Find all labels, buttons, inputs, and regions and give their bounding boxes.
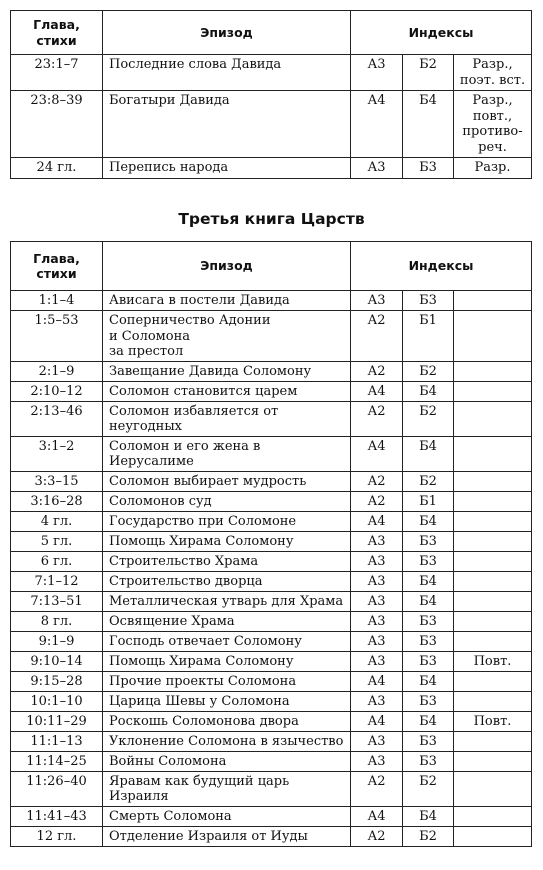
cell-episode: Царица Шевы у Соломона bbox=[103, 691, 351, 711]
cell-index-b: Б3 bbox=[403, 291, 454, 311]
cell-index-a: А2 bbox=[351, 311, 403, 362]
cell-reference: 11:26–40 bbox=[11, 771, 103, 806]
episodes-table-continued bbox=[10, 10, 532, 179]
cell-episode: Государство при Соломоне bbox=[103, 511, 351, 531]
cell-index-a: А3 bbox=[351, 691, 403, 711]
table-header-row bbox=[11, 242, 532, 291]
cell-reference: 2:10–12 bbox=[11, 381, 103, 401]
cell-index-b: Б4 bbox=[403, 806, 454, 826]
cell-note: Повт. bbox=[454, 651, 532, 671]
cell-index-a: А3 bbox=[351, 55, 403, 91]
cell-note bbox=[454, 311, 532, 362]
cell-index-b: Б2 bbox=[403, 55, 454, 91]
cell-reference: 9:10–14 bbox=[11, 651, 103, 671]
cell-index-b: Б3 bbox=[403, 158, 454, 179]
cell-note: Разр., повт., противо- реч. bbox=[454, 91, 532, 158]
cell-reference: 7:1–12 bbox=[11, 571, 103, 591]
cell-note bbox=[454, 671, 532, 691]
cell-index-a: А3 bbox=[351, 591, 403, 611]
table-row bbox=[11, 471, 532, 491]
cell-note bbox=[454, 611, 532, 631]
cell-reference: 11:14–25 bbox=[11, 751, 103, 771]
cell-note bbox=[454, 291, 532, 311]
cell-episode: Освящение Храма bbox=[103, 611, 351, 631]
cell-reference: 9:1–9 bbox=[11, 631, 103, 651]
cell-index-a: А3 bbox=[351, 631, 403, 651]
cell-index-b: Б4 bbox=[403, 91, 454, 158]
cell-reference: 10:1–10 bbox=[11, 691, 103, 711]
cell-index-b: Б4 bbox=[403, 711, 454, 731]
cell-note: Разр., поэт. вст. bbox=[454, 55, 532, 91]
section-title: Третья книга Царств bbox=[178, 210, 365, 228]
table-row bbox=[11, 591, 532, 611]
cell-index-a: А4 bbox=[351, 671, 403, 691]
cell-episode: Уклонение Соломона в язычество bbox=[103, 731, 351, 751]
cell-index-b: Б3 bbox=[403, 751, 454, 771]
table-row bbox=[11, 436, 532, 471]
cell-episode: Последние слова Давида bbox=[103, 55, 351, 91]
table-row bbox=[11, 491, 532, 511]
table-header-row bbox=[11, 11, 532, 55]
cell-index-b: Б3 bbox=[403, 691, 454, 711]
cell-episode: Помощь Хирама Соломону bbox=[103, 531, 351, 551]
cell-reference: 1:5–53 bbox=[11, 311, 103, 362]
cell-reference: 1:1–4 bbox=[11, 291, 103, 311]
table-row bbox=[11, 158, 532, 179]
table-row bbox=[11, 731, 532, 751]
cell-note bbox=[454, 771, 532, 806]
cell-index-a: А4 bbox=[351, 806, 403, 826]
cell-index-a: А3 bbox=[351, 571, 403, 591]
cell-note bbox=[454, 381, 532, 401]
table-row bbox=[11, 55, 532, 91]
cell-index-b: Б3 bbox=[403, 611, 454, 631]
table-row bbox=[11, 691, 532, 711]
cell-note bbox=[454, 806, 532, 826]
cell-reference: 24 гл. bbox=[11, 158, 103, 179]
cell-index-a: А4 bbox=[351, 91, 403, 158]
cell-index-a: А2 bbox=[351, 826, 403, 846]
cell-note bbox=[454, 531, 532, 551]
cell-index-b: Б1 bbox=[403, 311, 454, 362]
cell-reference: 3:1–2 bbox=[11, 436, 103, 471]
cell-episode: Богатыри Давида bbox=[103, 91, 351, 158]
cell-reference: 23:1–7 bbox=[11, 55, 103, 91]
cell-index-a: А2 bbox=[351, 401, 403, 436]
cell-reference: 3:3–15 bbox=[11, 471, 103, 491]
cell-note: Повт. bbox=[454, 711, 532, 731]
table-row bbox=[11, 631, 532, 651]
cell-episode: Соломон становится царем bbox=[103, 381, 351, 401]
cell-index-b: Б2 bbox=[403, 401, 454, 436]
table-row bbox=[11, 91, 532, 158]
cell-episode: Соломонов суд bbox=[103, 491, 351, 511]
table-row bbox=[11, 511, 532, 531]
cell-note bbox=[454, 491, 532, 511]
cell-episode: Соломон и его жена в Иерусалиме bbox=[103, 436, 351, 471]
cell-index-b: Б4 bbox=[403, 591, 454, 611]
table-row bbox=[11, 826, 532, 846]
table-row bbox=[11, 671, 532, 691]
table-row bbox=[11, 531, 532, 551]
cell-reference: 6 гл. bbox=[11, 551, 103, 571]
cell-episode: Строительство Храма bbox=[103, 551, 351, 571]
cell-index-b: Б2 bbox=[403, 771, 454, 806]
table-row bbox=[11, 551, 532, 571]
cell-note bbox=[454, 826, 532, 846]
cell-index-a: А3 bbox=[351, 731, 403, 751]
table-row bbox=[11, 361, 532, 381]
cell-note bbox=[454, 401, 532, 436]
cell-index-a: А4 bbox=[351, 381, 403, 401]
table-row bbox=[11, 381, 532, 401]
cell-episode: Завещание Давида Соломону bbox=[103, 361, 351, 381]
table-row bbox=[11, 571, 532, 591]
cell-index-a: А3 bbox=[351, 611, 403, 631]
cell-episode: Металлическая утварь для Храма bbox=[103, 591, 351, 611]
cell-episode: Перепись народа bbox=[103, 158, 351, 179]
cell-note bbox=[454, 591, 532, 611]
cell-reference: 11:1–13 bbox=[11, 731, 103, 751]
cell-index-b: Б2 bbox=[403, 826, 454, 846]
cell-reference: 4 гл. bbox=[11, 511, 103, 531]
cell-episode: Соломон выбирает мудрость bbox=[103, 471, 351, 491]
cell-index-a: А3 bbox=[351, 751, 403, 771]
cell-note bbox=[454, 361, 532, 381]
cell-note bbox=[454, 731, 532, 751]
cell-note bbox=[454, 471, 532, 491]
cell-note bbox=[454, 751, 532, 771]
cell-index-b: Б4 bbox=[403, 671, 454, 691]
cell-index-a: А2 bbox=[351, 361, 403, 381]
table-row bbox=[11, 751, 532, 771]
cell-reference: 23:8–39 bbox=[11, 91, 103, 158]
cell-index-b: Б3 bbox=[403, 651, 454, 671]
cell-index-a: А3 bbox=[351, 291, 403, 311]
cell-index-a: А4 bbox=[351, 511, 403, 531]
cell-episode: Строительство дворца bbox=[103, 571, 351, 591]
cell-index-b: Б4 bbox=[403, 571, 454, 591]
table-row bbox=[11, 771, 532, 806]
cell-note bbox=[454, 511, 532, 531]
cell-episode: Роскошь Соломонова двора bbox=[103, 711, 351, 731]
cell-note bbox=[454, 551, 532, 571]
cell-index-b: Б2 bbox=[403, 361, 454, 381]
header-episode: Эпизод bbox=[103, 11, 351, 55]
cell-episode: Господь отвечает Соломону bbox=[103, 631, 351, 651]
table-row bbox=[11, 711, 532, 731]
table-row bbox=[11, 291, 532, 311]
cell-episode: Соперничество Адонии и Соломона за престол bbox=[103, 311, 351, 362]
cell-reference: 5 гл. bbox=[11, 531, 103, 551]
cell-reference: 10:11–29 bbox=[11, 711, 103, 731]
cell-episode: Прочие проекты Соломона bbox=[103, 671, 351, 691]
table-row bbox=[11, 401, 532, 436]
cell-index-b: Б3 bbox=[403, 551, 454, 571]
cell-reference: 12 гл. bbox=[11, 826, 103, 846]
cell-episode: Яравам как будущий царь Израиля bbox=[103, 771, 351, 806]
table-row bbox=[11, 611, 532, 631]
cell-index-a: А3 bbox=[351, 551, 403, 571]
cell-note: Разр. bbox=[454, 158, 532, 179]
cell-reference: 2:13–46 bbox=[11, 401, 103, 436]
cell-index-b: Б4 bbox=[403, 511, 454, 531]
cell-episode: Помощь Хирама Соломону bbox=[103, 651, 351, 671]
cell-episode: Войны Соломона bbox=[103, 751, 351, 771]
cell-index-b: Б1 bbox=[403, 491, 454, 511]
header-indexes: Индексы bbox=[351, 242, 532, 291]
cell-index-a: А2 bbox=[351, 471, 403, 491]
cell-index-b: Б3 bbox=[403, 731, 454, 751]
header-indexes: Индексы bbox=[351, 11, 532, 55]
cell-index-b: Б3 bbox=[403, 531, 454, 551]
header-chapter: Глава, стихи bbox=[11, 242, 103, 291]
cell-index-a: А3 bbox=[351, 531, 403, 551]
cell-index-a: А2 bbox=[351, 771, 403, 806]
cell-episode: Отделение Израиля от Иуды bbox=[103, 826, 351, 846]
cell-index-a: А3 bbox=[351, 158, 403, 179]
episodes-table-kings bbox=[10, 241, 532, 847]
header-episode: Эпизод bbox=[103, 242, 351, 291]
cell-note bbox=[454, 691, 532, 711]
cell-reference: 9:15–28 bbox=[11, 671, 103, 691]
header-chapter: Глава, стихи bbox=[11, 11, 103, 55]
table-row bbox=[11, 311, 532, 362]
cell-episode: Ависага в постели Давида bbox=[103, 291, 351, 311]
cell-index-a: А2 bbox=[351, 491, 403, 511]
table-row bbox=[11, 651, 532, 671]
cell-index-b: Б4 bbox=[403, 436, 454, 471]
cell-episode: Соломон избавляется от неугодных bbox=[103, 401, 351, 436]
cell-reference: 7:13–51 bbox=[11, 591, 103, 611]
cell-note bbox=[454, 571, 532, 591]
cell-index-b: Б2 bbox=[403, 471, 454, 491]
cell-reference: 3:16–28 bbox=[11, 491, 103, 511]
cell-episode: Смерть Соломона bbox=[103, 806, 351, 826]
cell-index-b: Б3 bbox=[403, 631, 454, 651]
cell-reference: 11:41–43 bbox=[11, 806, 103, 826]
cell-note bbox=[454, 631, 532, 651]
cell-index-a: А3 bbox=[351, 651, 403, 671]
cell-index-b: Б4 bbox=[403, 381, 454, 401]
cell-index-a: А4 bbox=[351, 711, 403, 731]
table-row bbox=[11, 806, 532, 826]
cell-reference: 8 гл. bbox=[11, 611, 103, 631]
cell-index-a: А4 bbox=[351, 436, 403, 471]
cell-note bbox=[454, 436, 532, 471]
cell-reference: 2:1–9 bbox=[11, 361, 103, 381]
